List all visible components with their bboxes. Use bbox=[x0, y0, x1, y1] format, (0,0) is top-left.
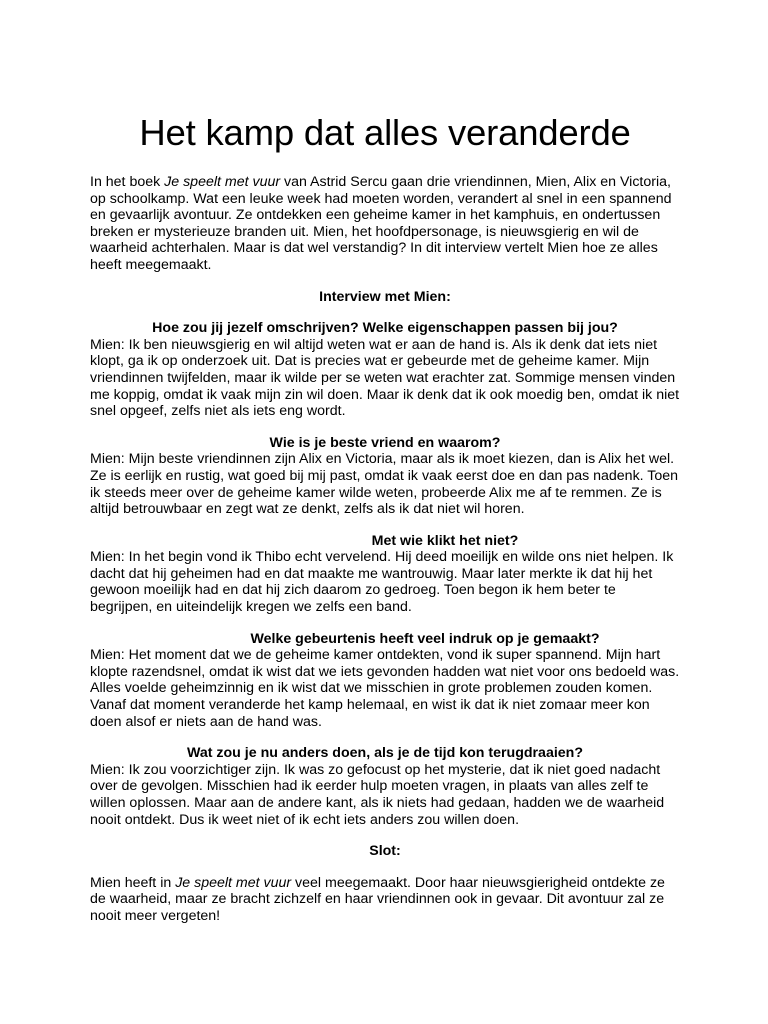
intro-text-end: van Astrid Sercu gaan drie vriendinnen, Mien, Alix en Victoria, op schoolkamp. Wat een leuke week had moeten worden, verandert al snel in een spannend en gevaarlijk avontuur. Ze ontdekken een geheime kamer in het kamphuis, en ondertussen breken er mysterieuze branden uit. Mien, het hoofdpersonage, is nieuwsgierig en wil de waarheid achterhalen. Maar is dat wel verstandig? In dit interview vertelt Mien hoe ze alles heeft meegemaakt. bbox=[90, 174, 672, 273]
question-2: Wie is je beste vriend en waarom? bbox=[269, 434, 501, 451]
question-1: Hoe zou jij jezelf omschrijven? Welke eigenschappen passen bij jou? bbox=[152, 320, 618, 337]
document-title: Het kamp dat alles veranderde bbox=[139, 112, 631, 153]
intro-paragraph bbox=[90, 174, 680, 274]
answer-5: Mien: Ik zou voorzichtiger zijn. Ik was zo gefocust op het mysterie, dat ik niet goed nadacht over de gevolgen. Misschien had ik eerder hulp moeten vragen, in plaats van alles zelf te willen oplossen. Maar aan de andere kant, als ik niets had gedaan, hadden we de waarheid nooit ontdekt. Dus ik weet niet of ik echt iets anders zou willen doen. bbox=[90, 761, 665, 828]
slot-book-title: Je speelt met vuur bbox=[175, 874, 292, 891]
slot-paragraph bbox=[90, 875, 680, 925]
intro-book-title: Je speelt met vuur bbox=[164, 174, 281, 190]
answer-2: Mien: Mijn beste vriendinnen zijn Alix en Victoria, maar als ik moet kiezen, dan is Alix het wel. Ze is eerlijk en rustig, wat goed bij mij past, omdat ik vaak eerst doe en dan pas nadenk. Toen ik steeds meer over de geheime kamer wilde weten, probeerde Alix me af te remmen. Ze is altijd betrouwbaar en zegt wat ze denkt, zelfs als ik dat niet wil horen. bbox=[90, 451, 679, 518]
intro-text-start: In het boek bbox=[90, 174, 165, 190]
question-4: Welke gebeurtenis heeft veel indruk op je gemaakt? bbox=[250, 630, 600, 647]
question-5: Wat zou je nu anders doen, als je de tijd kon terugdraaien? bbox=[187, 745, 583, 762]
slot-text-start: Mien heeft in bbox=[90, 874, 176, 891]
interview-heading: Interview met Mien: bbox=[319, 288, 451, 305]
slot-heading: Slot: bbox=[369, 843, 401, 860]
slot-text-end: veel meegemaakt. Door haar nieuwsgierigheid ontdekte ze de waarheid, maar ze bracht zichzelf en haar vriendinnen ook in gevaar. Dit avontuur zal ze nooit meer vergeten! bbox=[90, 874, 665, 924]
answer-4: Mien: Het moment dat we de geheime kamer ontdekten, vond ik super spannend. Mijn hart klopte razendsnel, omdat ik wist dat we iets gevonden hadden wat niet voor ons bedoeld was. Alles voelde geheimzinnig en ik wist dat we misschien in grote problemen zouden komen. Vanaf dat moment veranderde het kamp helemaal, en wist ik dat ik niet zomaar meer kon doen alsof er niets aan de hand was. bbox=[90, 647, 680, 730]
answer-3: Mien: In het begin vond ik Thibo echt vervelend. Hij deed moeilijk en wilde ons niet helpen. Ik dacht dat hij geheimen had en dat maakte me wantrouwig. Maar later merkte ik dat hij het gewoon moeilijk had en dat hij zich daarom zo gedroeg. Toen begon ik hem beter te begrijpen, en uiteindelijk kregen we zelfs een band. bbox=[90, 549, 674, 616]
answer-1: Mien: Ik ben nieuwsgierig en wil altijd weten wat er aan de hand is. Als ik denk dat iets niet klopt, ga ik op onderzoek uit. Dat is precies wat er gebeurde met de geheime kamer. Mijn vriendinnen twijfelden, maar ik wilde per se weten wat erachter zat. Sommige mensen vinden me koppig, omdat ik vaak mijn zin wil doen. Maar ik denk dat ik ook moedig ben, omdat ik niet snel opgeef, zelfs niet als iets eng wordt. bbox=[90, 336, 680, 420]
question-3: Met wie klikt het niet? bbox=[371, 532, 519, 549]
document-page bbox=[90, 112, 680, 925]
